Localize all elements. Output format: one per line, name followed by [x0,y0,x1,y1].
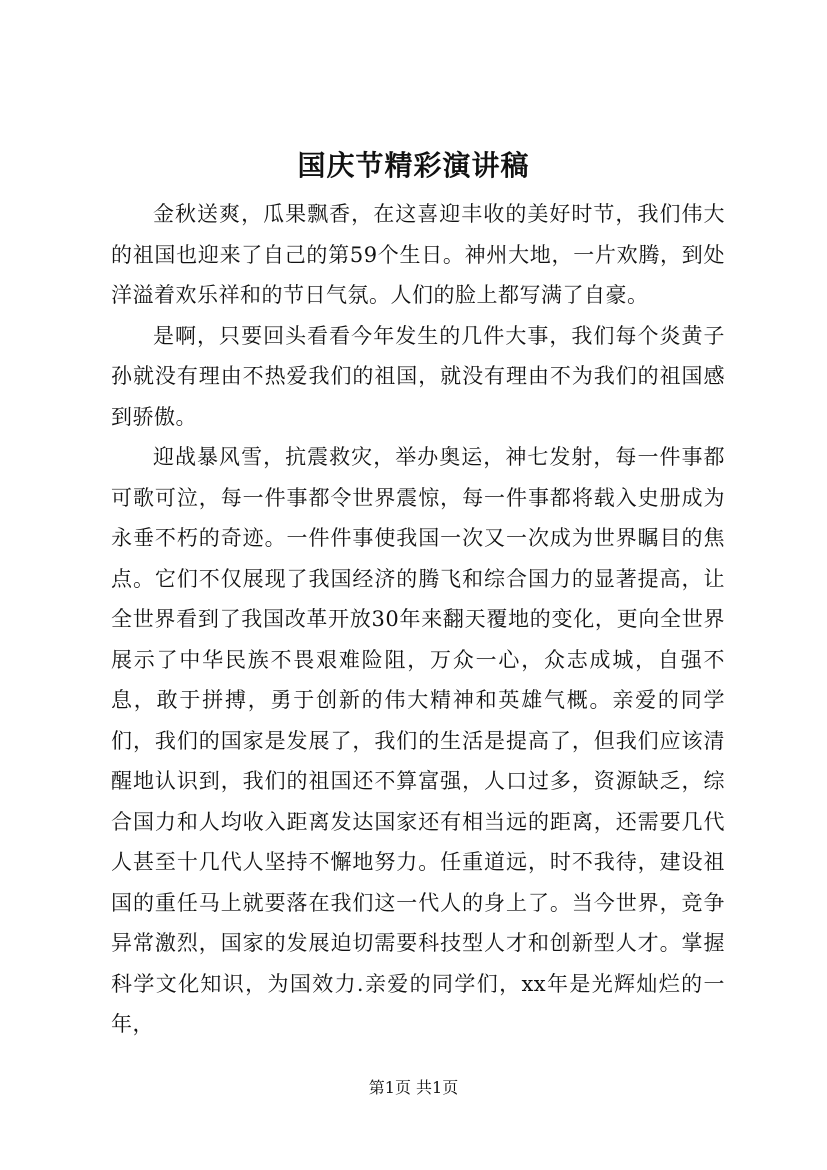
document-title: 国庆节精彩演讲稿 [297,149,530,182]
page-number-footer: 第1页 共1页 [368,1078,459,1097]
document-body [111,194,725,1045]
paragraph-2: 是啊，只要回头看看今年发生的几件大事，我们每个炎黄子孙就没有理由不热爱我们的祖国，就没有理由不为我们的祖国感到骄傲。 [111,323,725,429]
paragraph-3: 迎战暴风雪，抗震救灾，举办奥运，神七发射，每一件事都可歌可泣，每一件事都令世界震惊，每一件事都将载入史册成为永垂不朽的奇迹。一件件事使我国一次又一次成为世界瞩目的焦点。它们不仅展现了我国经济的腾飞和综合国力的显著提高，让全世界看到了我国改革开放30年来翻天覆地的变化，更向全世界展示了中华民族不畏艰难险阻，万众一心，众志成城，自强不息，敢于拼搏，勇于创新的伟大精神和英雄气概。亲爱的同学们，我们的国家是发展了，我们的生活是提高了，但我们应该清醒地认识到，我们的祖国还不算富强，人口过多，资源缺乏，综合国力和人均收入距离发达国家还有相当远的距离，还需要几代人甚至十几代人坚持不懈地努力。任重道远，时不我待，建设祖国的重任马上就要落在我们这一代人的身上了。当今世界，竞争异常激烈，国家的发展迫切需要科技型人才和创新型人才。掌握科学文化知识，为国效力.亲爱的同学们，xx年是光辉灿烂的一年， [111,445,725,1036]
paragraph-1: 金秋送爽，瓜果飘香，在这喜迎丰收的美好时节，我们伟大的祖国也迎来了自己的第59个生日。神州大地，一片欢腾，到处洋溢着欢乐祥和的节日气氛。人们的脸上都写满了自豪。 [111,202,725,307]
